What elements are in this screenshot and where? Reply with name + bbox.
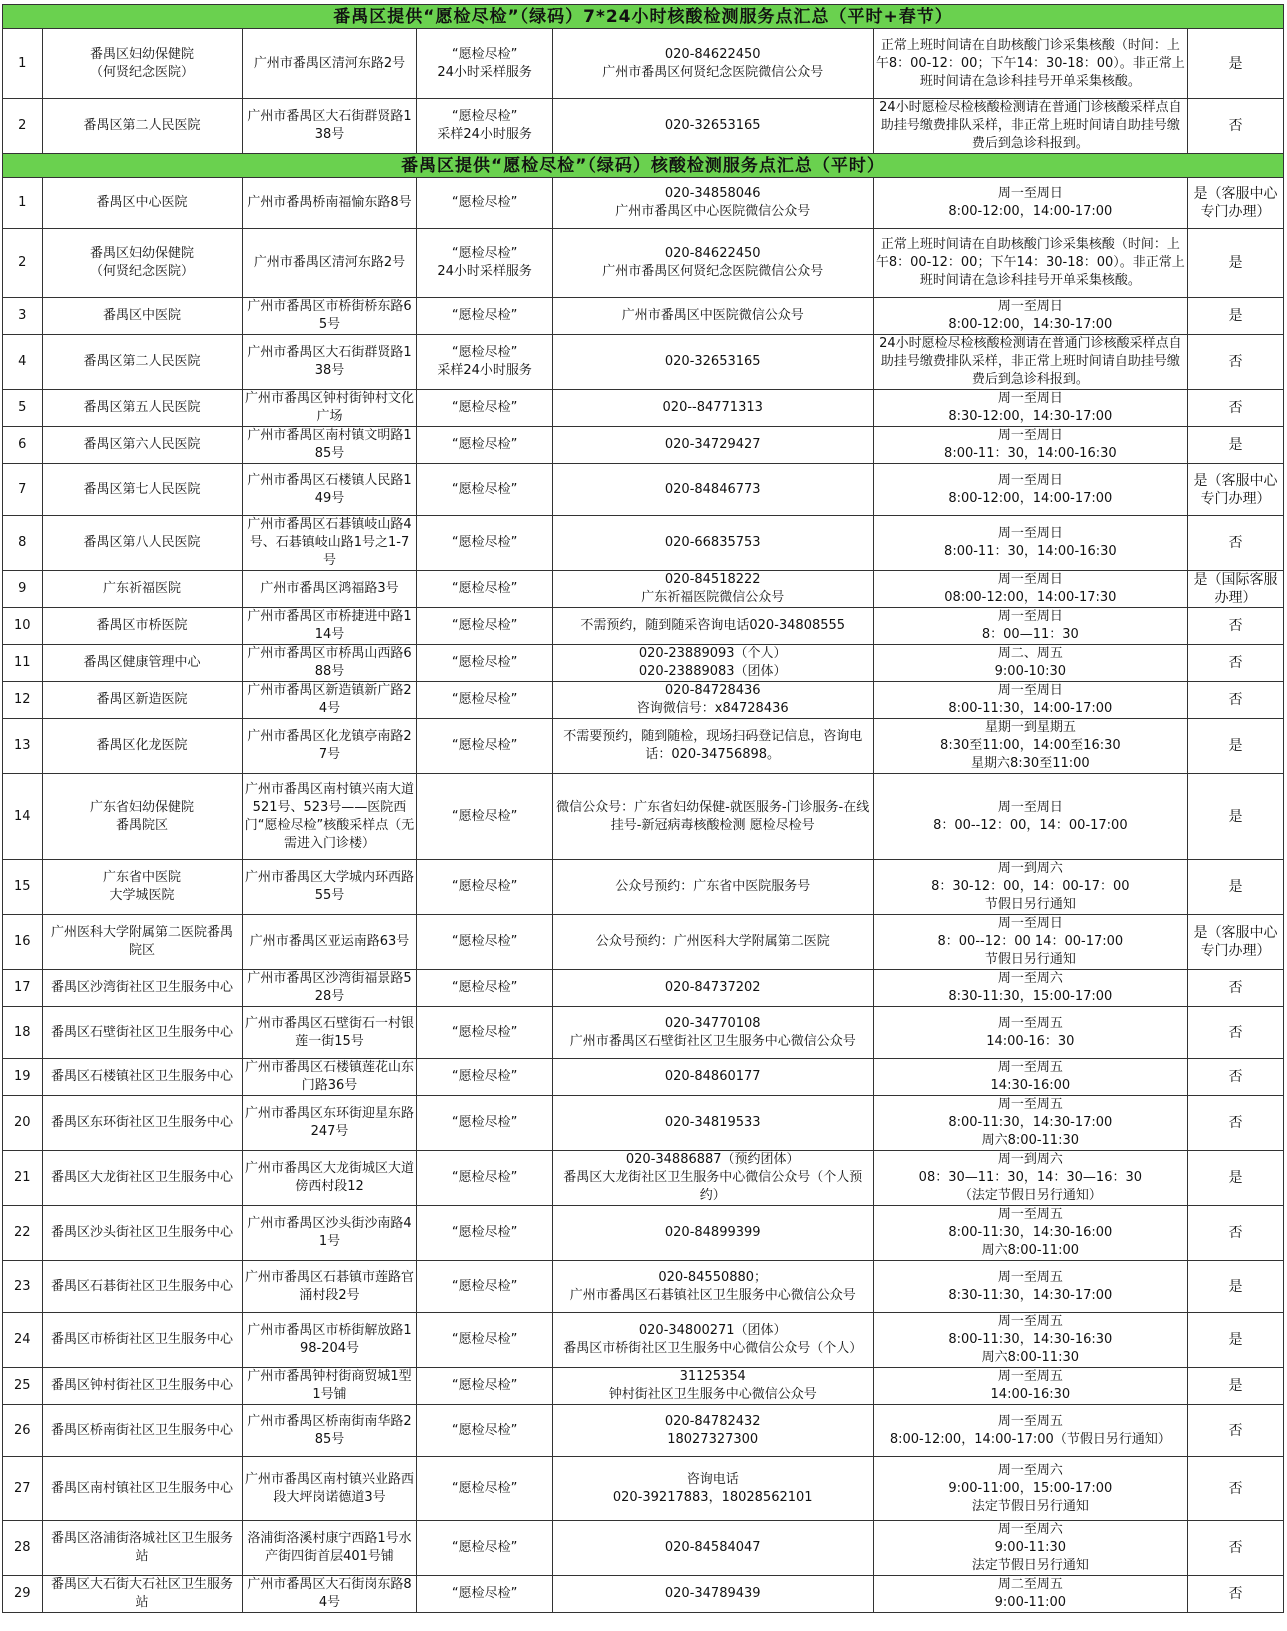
dedicated-desk-cell: 是（客服中心专门办理） xyxy=(1188,915,1284,970)
service-hours-cell: 周一至周日 8:00-11：30，14:00-16:30 xyxy=(873,427,1188,464)
service-hours-cell: 周一至周六 9:00-11:00，15:00-17:00 法定节假日另行通知 xyxy=(873,1457,1188,1521)
service-type-cell: “愿检尽检” xyxy=(417,427,552,464)
table-row xyxy=(3,1261,1284,1313)
dedicated-desk-cell: 是 xyxy=(1188,427,1284,464)
service-type-cell: “愿检尽检” xyxy=(417,1206,552,1261)
institution-name-cell: 番禺区桥南街社区卫生服务中心 xyxy=(42,1405,242,1457)
service-type-cell: “愿检尽检” xyxy=(417,464,552,516)
service-hours-cell: 正常上班时间请在自助核酸门诊采集核酸（时间：上午8：00-12：00；下午14：30-18：00）。非正常上班时间请在急诊科挂号开单采集核酸。 xyxy=(873,29,1188,99)
address-cell: 广州市番禺区市桥禺山西路688号 xyxy=(242,645,417,682)
contact-info-cell: 020-34770108 广州市番禺区石壁街社区卫生服务中心微信公众号 xyxy=(552,1007,873,1059)
contact-info-cell: 广州市番禺区中医院微信公众号 xyxy=(552,298,873,335)
row-number-cell: 12 xyxy=(3,682,43,719)
address-cell: 洛浦街洛溪村康宁西路1号水产街四街首层401号铺 xyxy=(242,1521,417,1576)
dedicated-desk-cell: 是 xyxy=(1188,1151,1284,1206)
row-number-cell: 3 xyxy=(3,298,43,335)
table-row xyxy=(3,970,1284,1007)
institution-name-cell: 番禺区东环街社区卫生服务中心 xyxy=(42,1096,242,1151)
contact-info-cell: 020-32653165 xyxy=(552,99,873,154)
institution-name-cell: 番禺区健康管理中心 xyxy=(42,645,242,682)
contact-info-cell: 020-84550880； 广州市番禺区石碁镇社区卫生服务中心微信公众号 xyxy=(552,1261,873,1313)
dedicated-desk-cell: 是 xyxy=(1188,860,1284,915)
address-cell: 广州市番禺区市桥捷进中路114号 xyxy=(242,608,417,645)
table-row xyxy=(3,427,1284,464)
address-cell: 广州市番禺区市桥街解放路198-204号 xyxy=(242,1313,417,1368)
service-hours-cell: 周一至周日 8:00-12:00，14:00-17:00 xyxy=(873,464,1188,516)
dedicated-desk-cell: 否 xyxy=(1188,390,1284,427)
institution-name-cell: 番禺区第二人民医院 xyxy=(42,99,242,154)
dedicated-desk-cell: 否 xyxy=(1188,970,1284,1007)
dedicated-desk-cell: 是 xyxy=(1188,1261,1284,1313)
table-row xyxy=(3,1576,1284,1613)
service-hours-cell: 周一至周五 8:00-11:30，14:30-17:00 周六8:00-11:30 xyxy=(873,1096,1188,1151)
row-number-cell: 24 xyxy=(3,1313,43,1368)
service-type-cell: “愿检尽检” xyxy=(417,1521,552,1576)
institution-name-cell: 番禺区石碁街社区卫生服务中心 xyxy=(42,1261,242,1313)
address-cell: 广州市番禺区石壁街石一村银莲一街15号 xyxy=(242,1007,417,1059)
section-header-row xyxy=(3,5,1284,29)
institution-name-cell: 番禺区中心医院 xyxy=(42,178,242,229)
table-row xyxy=(3,1313,1284,1368)
service-type-cell: “愿检尽检” xyxy=(417,1096,552,1151)
row-number-cell: 27 xyxy=(3,1457,43,1521)
table-row xyxy=(3,1007,1284,1059)
address-cell: 广州市番禺区石楼镇人民路149号 xyxy=(242,464,417,516)
row-number-cell: 18 xyxy=(3,1007,43,1059)
dedicated-desk-cell: 是 xyxy=(1188,774,1284,860)
institution-name-cell: 番禺区新造医院 xyxy=(42,682,242,719)
table-row xyxy=(3,860,1284,915)
dedicated-desk-cell: 否 xyxy=(1188,608,1284,645)
service-hours-cell: 周一至周六 9:00-11:30 法定节假日另行通知 xyxy=(873,1521,1188,1576)
institution-name-cell: 番禺区市桥街社区卫生服务中心 xyxy=(42,1313,242,1368)
address-cell: 广州市番禺区清河东路2号 xyxy=(242,29,417,99)
service-hours-cell: 周一至周日 8:30-12:00，14:30-17:00 xyxy=(873,390,1188,427)
table-row xyxy=(3,178,1284,229)
address-cell: 广州市番禺区市桥街桥东路65号 xyxy=(242,298,417,335)
address-cell: 广州市番禺桥南福愉东路8号 xyxy=(242,178,417,229)
row-number-cell: 1 xyxy=(3,178,43,229)
service-hours-cell: 周一至周五 8:00-11:30，14:30-16:30 周六8:00-11:30 xyxy=(873,1313,1188,1368)
dedicated-desk-cell: 是 xyxy=(1188,1368,1284,1405)
service-hours-cell: 周一至周日 8：00—11：30 xyxy=(873,608,1188,645)
row-number-cell: 9 xyxy=(3,571,43,608)
institution-name-cell: 番禺区第八人民医院 xyxy=(42,516,242,571)
address-cell: 广州市番禺区沙湾街福景路528号 xyxy=(242,970,417,1007)
table-row xyxy=(3,1059,1284,1096)
service-hours-cell: 周一至周日 08:00-12:00，14:00-17:30 xyxy=(873,571,1188,608)
contact-info-cell: 020-84622450 广州市番禺区何贤纪念医院微信公众号 xyxy=(552,229,873,298)
service-hours-cell: 周一至周五 14:00-16:30 xyxy=(873,1368,1188,1405)
table-row xyxy=(3,516,1284,571)
institution-name-cell: 广东省中医院 大学城医院 xyxy=(42,860,242,915)
service-type-cell: “愿检尽检” 采样24小时服务 xyxy=(417,99,552,154)
service-hours-cell: 周一到周六 8：30-12：00，14：00-17：00 节假日另行通知 xyxy=(873,860,1188,915)
service-type-cell: “愿检尽检” xyxy=(417,682,552,719)
address-cell: 广州市番禺区鸿福路3号 xyxy=(242,571,417,608)
row-number-cell: 7 xyxy=(3,464,43,516)
service-type-cell: “愿检尽检” xyxy=(417,516,552,571)
dedicated-desk-cell: 否 xyxy=(1188,335,1284,390)
section-title: 番禺区提供“愿检尽检”（绿码）核酸检测服务点汇总（平时） xyxy=(3,154,1284,178)
institution-name-cell: 广东省妇幼保健院 番禺院区 xyxy=(42,774,242,860)
address-cell: 广州市番禺区南村镇兴业路西段大坪岗诺德道3号 xyxy=(242,1457,417,1521)
service-hours-cell: 周二至周五 9:00-11:00 xyxy=(873,1576,1188,1613)
row-number-cell: 20 xyxy=(3,1096,43,1151)
table-row xyxy=(3,1151,1284,1206)
address-cell: 广州市番禺区石碁镇市莲路官涌村段2号 xyxy=(242,1261,417,1313)
contact-info-cell: 020-84728436 咨询微信号：x84728436 xyxy=(552,682,873,719)
contact-info-cell: 微信公众号：广东省妇幼保健-就医服务-门诊服务-在线挂号-新冠病毒核酸检测 愿检尽检号 xyxy=(552,774,873,860)
service-type-cell: “愿检尽检” xyxy=(417,915,552,970)
service-hours-cell: 周一至周五 14:00-16：30 xyxy=(873,1007,1188,1059)
table-row xyxy=(3,390,1284,427)
service-type-cell: “愿检尽检” xyxy=(417,1059,552,1096)
section-header-row xyxy=(3,154,1284,178)
address-cell: 广州市番禺区新造镇新广路24号 xyxy=(242,682,417,719)
dedicated-desk-cell: 否 xyxy=(1188,516,1284,571)
table-row xyxy=(3,774,1284,860)
contact-info-cell: 020-84899399 xyxy=(552,1206,873,1261)
row-number-cell: 29 xyxy=(3,1576,43,1613)
table-row xyxy=(3,1368,1284,1405)
service-hours-cell: 周一至周日 8：00--12：00 14：00-17:00 节假日另行通知 xyxy=(873,915,1188,970)
table-row xyxy=(3,29,1284,99)
address-cell: 广州市番禺区大学城内环西路55号 xyxy=(242,860,417,915)
contact-info-cell: 020-23889093（个人） 020-23889083（团体） xyxy=(552,645,873,682)
row-number-cell: 14 xyxy=(3,774,43,860)
table-row xyxy=(3,1096,1284,1151)
contact-info-cell: 31125354 钟村街社区卫生服务中心微信公众号 xyxy=(552,1368,873,1405)
dedicated-desk-cell: 是（客服中心专门办理） xyxy=(1188,464,1284,516)
service-type-cell: “愿检尽检” xyxy=(417,1313,552,1368)
dedicated-desk-cell: 是 xyxy=(1188,719,1284,774)
row-number-cell: 15 xyxy=(3,860,43,915)
row-number-cell: 17 xyxy=(3,970,43,1007)
row-number-cell: 28 xyxy=(3,1521,43,1576)
table-row xyxy=(3,645,1284,682)
service-hours-cell: 周一至周日 8:00-11：30，14:00-16:30 xyxy=(873,516,1188,571)
institution-name-cell: 番禺区第五人民医院 xyxy=(42,390,242,427)
address-cell: 广州市番禺区南村镇文明路185号 xyxy=(242,427,417,464)
row-number-cell: 22 xyxy=(3,1206,43,1261)
table-row xyxy=(3,915,1284,970)
institution-name-cell: 广东祈福医院 xyxy=(42,571,242,608)
section-title: 番禺区提供“愿检尽检”（绿码）7*24小时核酸检测服务点汇总（平时+春节） xyxy=(3,5,1284,29)
row-number-cell: 16 xyxy=(3,915,43,970)
service-type-cell: “愿检尽检” xyxy=(417,719,552,774)
service-hours-cell: 正常上班时间请在自助核酸门诊采集核酸（时间：上午8：00-12：00；下午14：30-18：00）。非正常上班时间请在急诊科挂号开单采集核酸。 xyxy=(873,229,1188,298)
service-hours-cell: 周一至周五 8:00-12:00，14:00-17:00（节假日另行通知） xyxy=(873,1405,1188,1457)
contact-info-cell: 020-34858046 广州市番禺区中心医院微信公众号 xyxy=(552,178,873,229)
service-hours-cell: 周一至周日 8:00-12:00，14:30-17:00 xyxy=(873,298,1188,335)
address-cell: 广州市番禺区桥南街南华路285号 xyxy=(242,1405,417,1457)
dedicated-desk-cell: 是 xyxy=(1188,229,1284,298)
row-number-cell: 26 xyxy=(3,1405,43,1457)
institution-name-cell: 番禺区钟村街社区卫生服务中心 xyxy=(42,1368,242,1405)
dedicated-desk-cell: 否 xyxy=(1188,1576,1284,1613)
address-cell: 广州市番禺区化龙镇亭南路27号 xyxy=(242,719,417,774)
service-hours-cell: 周一至周五 8:00-11:30，14:30-16:00 周六8:00-11:00 xyxy=(873,1206,1188,1261)
dedicated-desk-cell: 是（国际客服办理） xyxy=(1188,571,1284,608)
dedicated-desk-cell: 否 xyxy=(1188,1206,1284,1261)
contact-info-cell: 020-84860177 xyxy=(552,1059,873,1096)
contact-info-cell: 020-34886887（预约团体） 番禺区大龙街社区卫生服务中心微信公众号（个人预约） xyxy=(552,1151,873,1206)
institution-name-cell: 广州医科大学附属第二医院番禺院区 xyxy=(42,915,242,970)
service-hours-cell: 24小时愿检尽检核酸检测请在普通门诊核酸采样点自助挂号缴费排队采样，非正常上班时间请自助挂号缴费后到急诊科报到。 xyxy=(873,335,1188,390)
table-row xyxy=(3,719,1284,774)
contact-info-cell: 不需要预约，随到随检，现场扫码登记信息，咨询电话：020-34756898。 xyxy=(552,719,873,774)
dedicated-desk-cell: 是 xyxy=(1188,29,1284,99)
institution-name-cell: 番禺区中医院 xyxy=(42,298,242,335)
contact-info-cell: 公众号预约：广州医科大学附属第二医院 xyxy=(552,915,873,970)
address-cell: 广州市番禺区沙头街沙南路41号 xyxy=(242,1206,417,1261)
institution-name-cell: 番禺区化龙医院 xyxy=(42,719,242,774)
service-hours-cell: 周一至周日 8：00--12：00，14：00-17:00 xyxy=(873,774,1188,860)
dedicated-desk-cell: 否 xyxy=(1188,1096,1284,1151)
institution-name-cell: 番禺区大石街大石社区卫生服务站 xyxy=(42,1576,242,1613)
contact-info-cell: 020-84737202 xyxy=(552,970,873,1007)
service-type-cell: “愿检尽检” xyxy=(417,1576,552,1613)
service-type-cell: “愿检尽检” xyxy=(417,178,552,229)
institution-name-cell: 番禺区第七人民医院 xyxy=(42,464,242,516)
service-points-table xyxy=(2,4,1284,1613)
institution-name-cell: 番禺区市桥医院 xyxy=(42,608,242,645)
service-hours-cell: 周一至周六 8:30-11:30，15:00-17:00 xyxy=(873,970,1188,1007)
dedicated-desk-cell: 否 xyxy=(1188,1405,1284,1457)
table-row xyxy=(3,464,1284,516)
address-cell: 广州市番禺区大石街群贤路138号 xyxy=(242,99,417,154)
table-row xyxy=(3,1405,1284,1457)
address-cell: 广州市番禺区南村镇兴南大道521号、523号——医院西门“愿检尽检”核酸采样点（无需进入门诊楼） xyxy=(242,774,417,860)
address-cell: 广州市番禺区亚运南路63号 xyxy=(242,915,417,970)
institution-name-cell: 番禺区沙头街社区卫生服务中心 xyxy=(42,1206,242,1261)
service-hours-cell: 周一至周日 8:00-12:00，14:00-17:00 xyxy=(873,178,1188,229)
contact-info-cell: 不需预约，随到随采咨询电话020-34808555 xyxy=(552,608,873,645)
dedicated-desk-cell: 否 xyxy=(1188,645,1284,682)
institution-name-cell: 番禺区沙湾街社区卫生服务中心 xyxy=(42,970,242,1007)
service-type-cell: “愿检尽检” xyxy=(417,645,552,682)
institution-name-cell: 番禺区南村镇社区卫生服务中心 xyxy=(42,1457,242,1521)
table-row xyxy=(3,335,1284,390)
row-number-cell: 4 xyxy=(3,335,43,390)
table-row xyxy=(3,1206,1284,1261)
row-number-cell: 13 xyxy=(3,719,43,774)
service-hours-cell: 周一至周日 8:00-11:30，14:00-17:00 xyxy=(873,682,1188,719)
table-row xyxy=(3,682,1284,719)
address-cell: 广州市番禺钟村街商贸城1型1号铺 xyxy=(242,1368,417,1405)
row-number-cell: 5 xyxy=(3,390,43,427)
service-type-cell: “愿检尽检” xyxy=(417,1368,552,1405)
row-number-cell: 21 xyxy=(3,1151,43,1206)
table-row xyxy=(3,99,1284,154)
service-type-cell: “愿检尽检” xyxy=(417,571,552,608)
institution-name-cell: 番禺区石壁街社区卫生服务中心 xyxy=(42,1007,242,1059)
address-cell: 广州市番禺区大石街群贤路138号 xyxy=(242,335,417,390)
service-type-cell: “愿检尽检” 24小时采样服务 xyxy=(417,29,552,99)
table-row xyxy=(3,1521,1284,1576)
table-row xyxy=(3,229,1284,298)
service-type-cell: “愿检尽检” xyxy=(417,774,552,860)
address-cell: 广州市番禺区东环街迎星东路247号 xyxy=(242,1096,417,1151)
service-type-cell: “愿检尽检” xyxy=(417,1405,552,1457)
contact-info-cell: 020-84518222 广东祈福医院微信公众号 xyxy=(552,571,873,608)
service-type-cell: “愿检尽检” xyxy=(417,1457,552,1521)
row-number-cell: 23 xyxy=(3,1261,43,1313)
service-type-cell: “愿检尽检” xyxy=(417,1151,552,1206)
contact-info-cell: 020-84584047 xyxy=(552,1521,873,1576)
institution-name-cell: 番禺区妇幼保健院 （何贤纪念医院） xyxy=(42,229,242,298)
service-type-cell: “愿检尽检” xyxy=(417,608,552,645)
institution-name-cell: 番禺区第六人民医院 xyxy=(42,427,242,464)
dedicated-desk-cell: 否 xyxy=(1188,99,1284,154)
service-hours-cell: 周一至周五 8:30-11:30，14:30-17:00 xyxy=(873,1261,1188,1313)
institution-name-cell: 番禺区大龙街社区卫生服务中心 xyxy=(42,1151,242,1206)
contact-info-cell: 公众号预约：广东省中医院服务号 xyxy=(552,860,873,915)
row-number-cell: 1 xyxy=(3,29,43,99)
contact-info-cell: 020-84622450 广州市番禺区何贤纪念医院微信公众号 xyxy=(552,29,873,99)
address-cell: 广州市番禺区大龙街城区大道傍西村段12 xyxy=(242,1151,417,1206)
table-row xyxy=(3,298,1284,335)
contact-info-cell: 020-34729427 xyxy=(552,427,873,464)
dedicated-desk-cell: 是 xyxy=(1188,1313,1284,1368)
dedicated-desk-cell: 否 xyxy=(1188,1059,1284,1096)
service-hours-cell: 24小时愿检尽检核酸检测请在普通门诊核酸采样点自助挂号缴费排队采样，非正常上班时间请自助挂号缴费后到急诊科报到。 xyxy=(873,99,1188,154)
contact-info-cell: 020--84771313 xyxy=(552,390,873,427)
institution-name-cell: 番禺区妇幼保健院 （何贤纪念医院） xyxy=(42,29,242,99)
dedicated-desk-cell: 否 xyxy=(1188,1457,1284,1521)
address-cell: 广州市番禺区大石街岗东路84号 xyxy=(242,1576,417,1613)
row-number-cell: 25 xyxy=(3,1368,43,1405)
contact-info-cell: 020-32653165 xyxy=(552,335,873,390)
row-number-cell: 10 xyxy=(3,608,43,645)
address-cell: 广州市番禺区石楼镇莲花山东门路36号 xyxy=(242,1059,417,1096)
row-number-cell: 2 xyxy=(3,229,43,298)
table-row xyxy=(3,608,1284,645)
service-type-cell: “愿检尽检” 24小时采样服务 xyxy=(417,229,552,298)
row-number-cell: 6 xyxy=(3,427,43,464)
row-number-cell: 19 xyxy=(3,1059,43,1096)
institution-name-cell: 番禺区第二人民医院 xyxy=(42,335,242,390)
contact-info-cell: 020-66835753 xyxy=(552,516,873,571)
dedicated-desk-cell: 否 xyxy=(1188,682,1284,719)
service-type-cell: “愿检尽检” xyxy=(417,1007,552,1059)
service-type-cell: “愿检尽检” 采样24小时服务 xyxy=(417,335,552,390)
service-type-cell: “愿检尽检” xyxy=(417,1261,552,1313)
row-number-cell: 2 xyxy=(3,99,43,154)
address-cell: 广州市番禺区钟村街钟村文化广场 xyxy=(242,390,417,427)
dedicated-desk-cell: 否 xyxy=(1188,1521,1284,1576)
service-hours-cell: 星期一到星期五 8:30至11:00，14:00至16:30 星期六8:30至11:00 xyxy=(873,719,1188,774)
contact-info-cell: 020-34789439 xyxy=(552,1576,873,1613)
service-type-cell: “愿检尽检” xyxy=(417,970,552,1007)
dedicated-desk-cell: 是 xyxy=(1188,298,1284,335)
institution-name-cell: 番禺区洛浦街洛城社区卫生服务站 xyxy=(42,1521,242,1576)
service-type-cell: “愿检尽检” xyxy=(417,390,552,427)
dedicated-desk-cell: 是（客服中心专门办理） xyxy=(1188,178,1284,229)
contact-info-cell: 020-34800271（团体） 番禺区市桥街社区卫生服务中心微信公众号（个人） xyxy=(552,1313,873,1368)
service-hours-cell: 周二、周五 9:00-10:30 xyxy=(873,645,1188,682)
contact-info-cell: 020-84846773 xyxy=(552,464,873,516)
address-cell: 广州市番禺区石碁镇岐山路4号、石碁镇岐山路1号之1-7号 xyxy=(242,516,417,571)
service-type-cell: “愿检尽检” xyxy=(417,860,552,915)
dedicated-desk-cell: 否 xyxy=(1188,1007,1284,1059)
institution-name-cell: 番禺区石楼镇社区卫生服务中心 xyxy=(42,1059,242,1096)
address-cell: 广州市番禺区清河东路2号 xyxy=(242,229,417,298)
contact-info-cell: 020-84782432 18027327300 xyxy=(552,1405,873,1457)
contact-info-cell: 咨询电话 020-39217883，18028562101 xyxy=(552,1457,873,1521)
contact-info-cell: 020-34819533 xyxy=(552,1096,873,1151)
service-hours-cell: 周一到周六 08：30—11：30，14：30—16：30 （法定节假日另行通知） xyxy=(873,1151,1188,1206)
table-row xyxy=(3,571,1284,608)
service-hours-cell: 周一至周五 14:30-16:00 xyxy=(873,1059,1188,1096)
table-row xyxy=(3,1457,1284,1521)
row-number-cell: 8 xyxy=(3,516,43,571)
row-number-cell: 11 xyxy=(3,645,43,682)
service-type-cell: “愿检尽检” xyxy=(417,298,552,335)
